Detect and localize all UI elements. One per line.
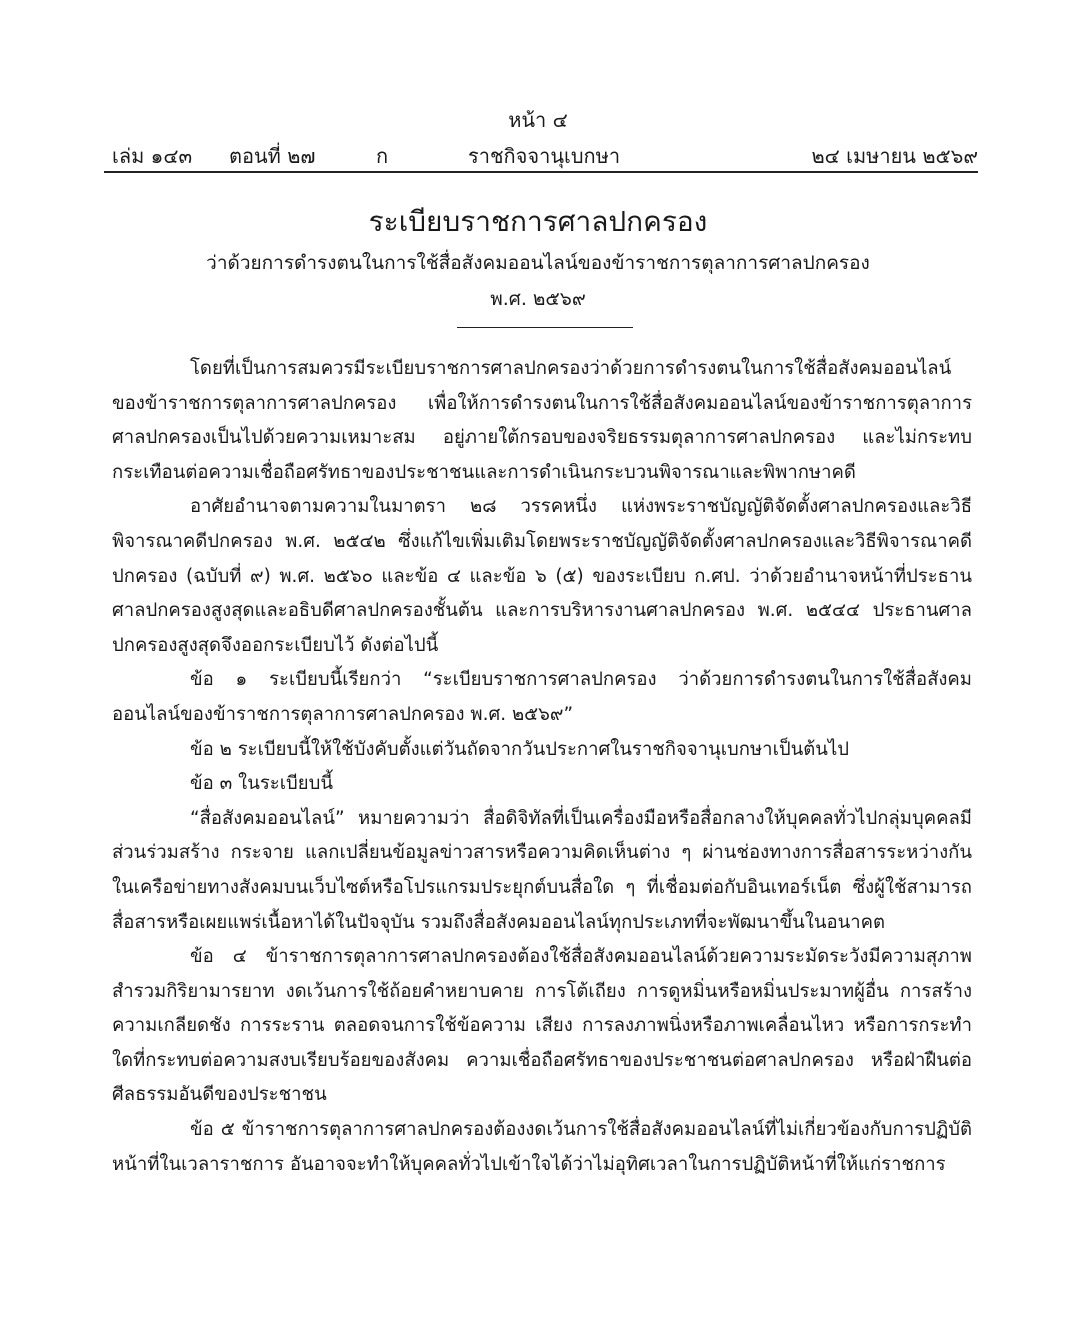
- publication-date: ๒๔ เมษายน ๒๕๖๙: [811, 144, 978, 168]
- document-subtitle: ว่าด้วยการดำรงตนในการใช้สื่อสังคมออนไลน์ของข้าราชการตุลาการศาลปกครอง: [206, 252, 870, 274]
- clause-1: ข้อ ๑ ระเบียบนี้เรียกว่า “ระเบียบราชการศาลปกครอง ว่าด้วยการดำรงตนในการใช้สื่อสังคมออนไลน์ของข้าราชการตุลาการศาลปกครอง พ.ศ. ๒๕๖๙”: [112, 669, 972, 725]
- document-year: พ.ศ. ๒๕๖๙: [490, 288, 586, 310]
- clause-2: ข้อ ๒ ระเบียบนี้ให้ใช้บังคับตั้งแต่วันถัดจากวันประกาศในราชกิจจานุเบกษาเป็นต้นไป: [190, 738, 849, 760]
- header-rule: [104, 171, 978, 173]
- clause-5: ข้อ ๕ ข้าราชการตุลาการศาลปกครองต้องงดเว้นการใช้สื่อสังคมออนไลน์ที่ไม่เกี่ยวข้องกับการปฏิบัติหน้าที่ในเวลาราชการ อันอาจจะทำให้บุคคลทั่วไปเข้าใจได้ว่าไม่อุทิศเวลาในการปฏิบัติหน้าที่ให้แก่ราชการ: [112, 1119, 972, 1175]
- publication-name: ราชกิจจานุเบกษา: [468, 144, 621, 168]
- gazette-header: [112, 140, 978, 170]
- volume-label: เล่ม ๑๔๓: [112, 144, 193, 168]
- clause-3: ข้อ ๓ ในระเบียบนี้: [190, 773, 334, 795]
- page-number: หน้า ๔: [508, 108, 568, 132]
- title-rule: [457, 327, 633, 328]
- document-title: ระเบียบราชการศาลปกครอง: [368, 205, 708, 238]
- definition-paragraph: “สื่อสังคมออนไลน์” หมายความว่า สื่อดิจิทัลที่เป็นเครื่องมือหรือสื่อกลางให้บุคคลทั่วไปกลุ่มบุคคลมีส่วนร่วมสร้าง กระจาย แลกเปลี่ยนข้อมูลข่าวสารหรือความคิดเห็นต่าง ๆ ผ่านช่องทางการสื่อสารระหว่างกันในเครือข่ายทางสังคมบนเว็บไซต์หรือโปรแกรมประยุกต์บนสื่อใด ๆ ที่เชื่อมต่อกับอินเทอร์เน็ต ซึ่งผู้ใช้สามารถสื่อสารหรือเผยแพร่เนื้อหาได้ในปัจจุบัน รวมถึงสื่อสังคมออนไลน์ทุกประเภทที่จะพัฒนาขึ้นในอนาคต: [112, 807, 972, 933]
- document-body: [112, 352, 972, 1182]
- section-label: ก: [376, 144, 389, 168]
- issue-label: ตอนที่ ๒๗: [229, 144, 316, 168]
- preamble-paragraph: โดยที่เป็นการสมควรมีระเบียบราชการศาลปกครองว่าด้วยการดำรงตนในการใช้สื่อสังคมออนไลน์ของข้าราชการตุลาการศาลปกครอง เพื่อให้การดำรงตนในการใช้สื่อสังคมออนไลน์ของข้าราชการตุลาการศาลปกครองเป็นไปด้วยความเหมาะสม อยู่ภายใต้กรอบของจริยธรรมตุลาการศาลปกครอง และไม่กระทบกระเทือนต่อความเชื่อถือศรัทธาของประชาชนและการดำเนินกระบวนพิจารณาและพิพากษาคดี: [112, 358, 972, 483]
- authority-paragraph: อาศัยอำนาจตามความในมาตรา ๒๘ วรรคหนึ่ง แห่งพระราชบัญญัติจัดตั้งศาลปกครองและวิธีพิจารณาคดีปกครอง พ.ศ. ๒๕๔๒ ซึ่งแก้ไขเพิ่มเติมโดยพระราชบัญญัติจัดตั้งศาลปกครองและวิธีพิจารณาคดีปกครอง (ฉบับที่ ๙) พ.ศ. ๒๕๖๐ และข้อ ๔ และข้อ ๖ (๕) ของระเบียบ ก.ศป. ว่าด้วยอำนาจหน้าที่ประธานศาลปกครองสูงสุดและอธิบดีศาลปกครองชั้นต้น และการบริหารงานศาลปกครอง พ.ศ. ๒๕๔๔ ประธานศาลปกครองสูงสุดจึงออกระเบียบไว้ ดังต่อไปนี้: [112, 496, 972, 656]
- clause-4: ข้อ ๔ ข้าราชการตุลาการศาลปกครองต้องใช้สื่อสังคมออนไลน์ด้วยความระมัดระวังมีความสุภาพ สำรวมกิริยามารยาท งดเว้นการใช้ถ้อยคำหยาบคาย การโต้เถียง การดูหมิ่นหรือหมิ่นประมาทผู้อื่น การสร้างความเกลียดชัง การระราน ตลอดจนการใช้ข้อความ เสียง การลงภาพนิ่งหรือภาพเคลื่อนไหว หรือการกระทำใดที่กระทบต่อความสงบเรียบร้อยของสังคม ความเชื่อถือศรัทธาของประชาชนต่อศาลปกครอง หรือฝ่าฝืนต่อศีลธรรมอันดีของประชาชน: [112, 946, 972, 1106]
